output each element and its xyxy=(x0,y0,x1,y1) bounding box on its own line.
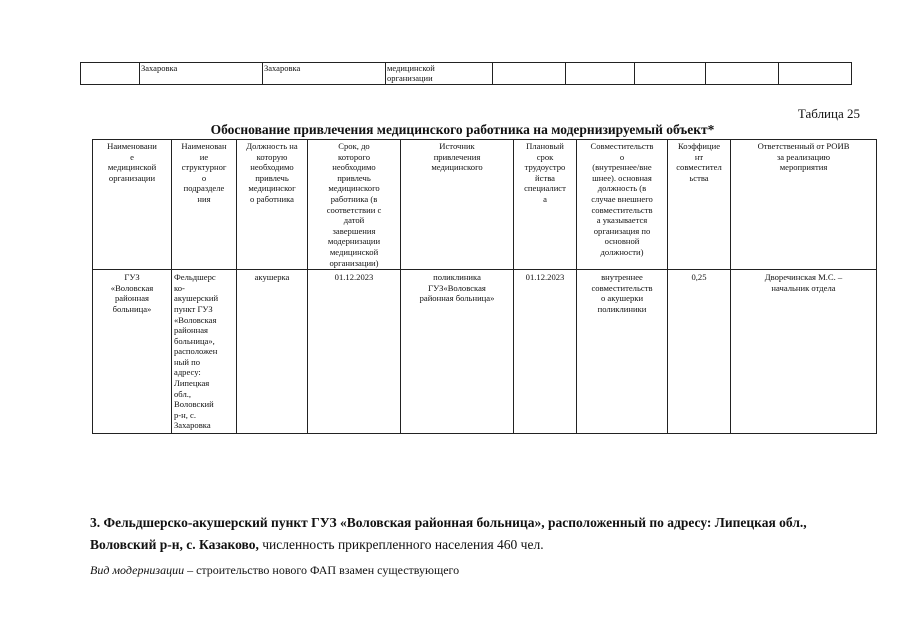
table-cell xyxy=(635,63,706,85)
table-cell: Дворечинская М.С. – начальник отдела xyxy=(731,270,877,434)
table-cell: 01.12.2023 xyxy=(514,270,577,434)
continuation-table xyxy=(80,62,852,85)
table-cell: 01.12.2023 xyxy=(308,270,401,434)
table-cell xyxy=(493,63,566,85)
column-header: Совместительств о (внутреннее/вне шнее). основная должность (в случае внешнего совместительств а указывается организация по основной должности) xyxy=(577,140,668,270)
table-cell xyxy=(81,63,140,85)
table-row xyxy=(93,270,877,434)
column-header: Должность на которую необходимо привлечь медицинског о работника xyxy=(237,140,308,270)
staffing-table xyxy=(92,139,877,434)
column-header: Источник привлечения медицинского xyxy=(401,140,514,270)
table-cell: Захаровка xyxy=(140,63,263,85)
table-row xyxy=(81,63,852,85)
column-header: Наименовани е медицинской организации xyxy=(93,140,172,270)
table-cell: внутреннее совместительств о акушерки поликлиники xyxy=(577,270,668,434)
column-header: Ответственный от РОИВ за реализацию мероприятия xyxy=(731,140,877,270)
table-cell xyxy=(566,63,635,85)
table-cell: поликлиника ГУЗ«Воловская районная больница» xyxy=(401,270,514,434)
section-heading-bold: 3. Фельдшерско-акушерский пункт ГУЗ «Воловская районная больница», расположенный по адресу: Липецкая обл., Воловский р-н, с. Казаково, xyxy=(90,515,807,552)
modernization-text: – строительство нового ФАП взамен существующего xyxy=(184,563,460,577)
column-header: Коэффицие нт совместител ьства xyxy=(668,140,731,270)
column-header: Срок, до которого необходимо привлечь медицинского работника (в соответствии с датой завершения модернизации медицинской организации) xyxy=(308,140,401,270)
table-title: Обоснование привлечения медицинского работника на модернизируемый объект* xyxy=(210,122,715,137)
header-row xyxy=(93,140,877,270)
table-cell: медицинской организации xyxy=(386,63,493,85)
table-cell: Фельдшерс ко- акушерский пункт ГУЗ «Воловская районная больница», расположен ный по адресу: Липецкая обл., Воловский р-н, с. Захаровка xyxy=(172,270,237,434)
table-cell xyxy=(706,63,779,85)
table-cell: ГУЗ «Воловская районная больница» xyxy=(93,270,172,434)
column-header: Плановый срок трудоустро йства специалист а xyxy=(514,140,577,270)
modernization-label: Вид модернизации xyxy=(90,563,185,577)
table-cell xyxy=(779,63,852,85)
section-heading-normal: численность прикрепленного населения 460 чел. xyxy=(258,537,544,552)
modernization-type xyxy=(90,563,459,578)
column-header: Наименован ие структурног о подразделе ния xyxy=(172,140,237,270)
table-caption: Таблица 25 xyxy=(797,106,860,121)
section-heading xyxy=(90,512,870,556)
table-cell: 0,25 xyxy=(668,270,731,434)
table-cell: акушерка xyxy=(237,270,308,434)
table-cell: Захаровка xyxy=(263,63,386,85)
